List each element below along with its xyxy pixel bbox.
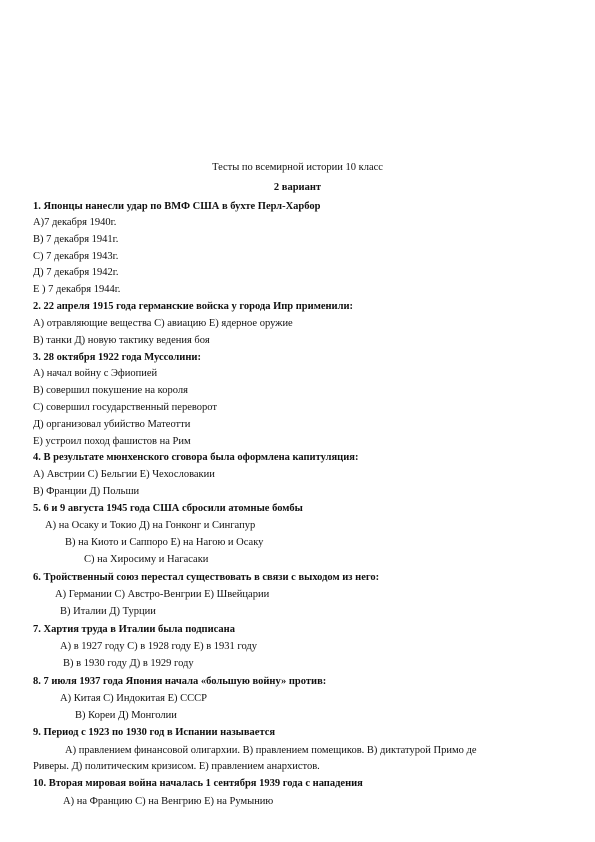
answer-line: А) в 1927 году С) в 1928 году Е) в 1931 году — [60, 641, 257, 652]
question-3: 3. 28 октября 1922 года Муссолини: — [33, 352, 201, 363]
answer-line: В) на Киото и Саппоро Е) на Нагою и Осаку — [65, 537, 264, 548]
answer-line: С) совершил государственный переворот — [33, 402, 217, 413]
answer-line: В) Италии Д) Турции — [60, 606, 156, 617]
question-7: 7. Хартия труда в Италии была подписана — [33, 624, 235, 635]
answer-line: Д) 7 декабря 1942г. — [33, 267, 119, 278]
answer-line: С) 7 декабря 1943г. — [33, 251, 119, 262]
answer-line: А)7 декабря 1940г. — [33, 217, 117, 228]
question-4: 4. В результате мюнхенского сговора была оформлена капитуляция: — [33, 452, 359, 463]
document-variant: 2 вариант — [273, 182, 322, 193]
answer-line: В) совершил покушение на короля — [33, 385, 188, 396]
question-2: 2. 22 апреля 1915 года германские войска у города Ипр применили: — [33, 301, 354, 312]
answer-line: Риверы. Д) политическим кризисом. Е) правлением анархистов. — [33, 761, 320, 772]
document-title: Тесты по всемирной истории 10 класс — [212, 162, 383, 173]
question-5: 5. 6 и 9 августа 1945 года США сбросили атомные бомбы — [33, 503, 303, 514]
answer-line: А) правлением финансовой олигархии. В) правлением помещиков. В) диктатурой Примо де — [65, 745, 477, 756]
answer-line: В) Франции Д) Польши — [33, 486, 140, 497]
answer-line: А) Австрии С) Бельгии Е) Чехословакии — [33, 469, 215, 480]
answer-line: В) 7 декабря 1941г. — [33, 234, 119, 245]
answer-line: Е) устроил поход фашистов на Рим — [33, 436, 191, 447]
answer-line: А) начал войну с Эфиопией — [33, 368, 158, 379]
answer-line: А) Китая С) Индокитая Е) СССР — [60, 693, 208, 704]
question-10: 10. Вторая мировая война началась 1 сентября 1939 года с нападения — [33, 778, 363, 789]
question-1: 1. Японцы нанесли удар по ВМФ США в бухте Перл-Харбор — [33, 201, 321, 212]
answer-line: А) отравляющие вещества С) авиацию Е) ядерное оружие — [33, 318, 293, 329]
question-9: 9. Период с 1923 по 1930 год в Испании называется — [33, 727, 276, 738]
answer-line: Д) организовал убийство Матеотти — [33, 419, 191, 430]
answer-line: А) на Осаку и Токио Д) на Гонконг и Сингапур — [45, 520, 256, 531]
question-8: 8. 7 июля 1937 года Япония начала «большую войну» против: — [33, 676, 327, 687]
question-6: 6. Тройственный союз перестал существовать в связи с выходом из него: — [33, 572, 380, 583]
answer-line: С) на Хиросиму и Нагасаки — [84, 554, 209, 565]
answer-line: А) Германии С) Австро-Венгрии Е) Швейцарии — [55, 589, 270, 600]
answer-line: А) на Францию С) на Венгрию Е) на Румынию — [63, 796, 274, 807]
answer-line: В) Кореи Д) Монголии — [75, 710, 177, 721]
answer-line: В) танки Д) новую тактику ведения боя — [33, 335, 210, 346]
answer-line: В) в 1930 году Д) в 1929 году — [63, 658, 194, 669]
answer-line: Е ) 7 декабря 1944г. — [33, 284, 121, 295]
